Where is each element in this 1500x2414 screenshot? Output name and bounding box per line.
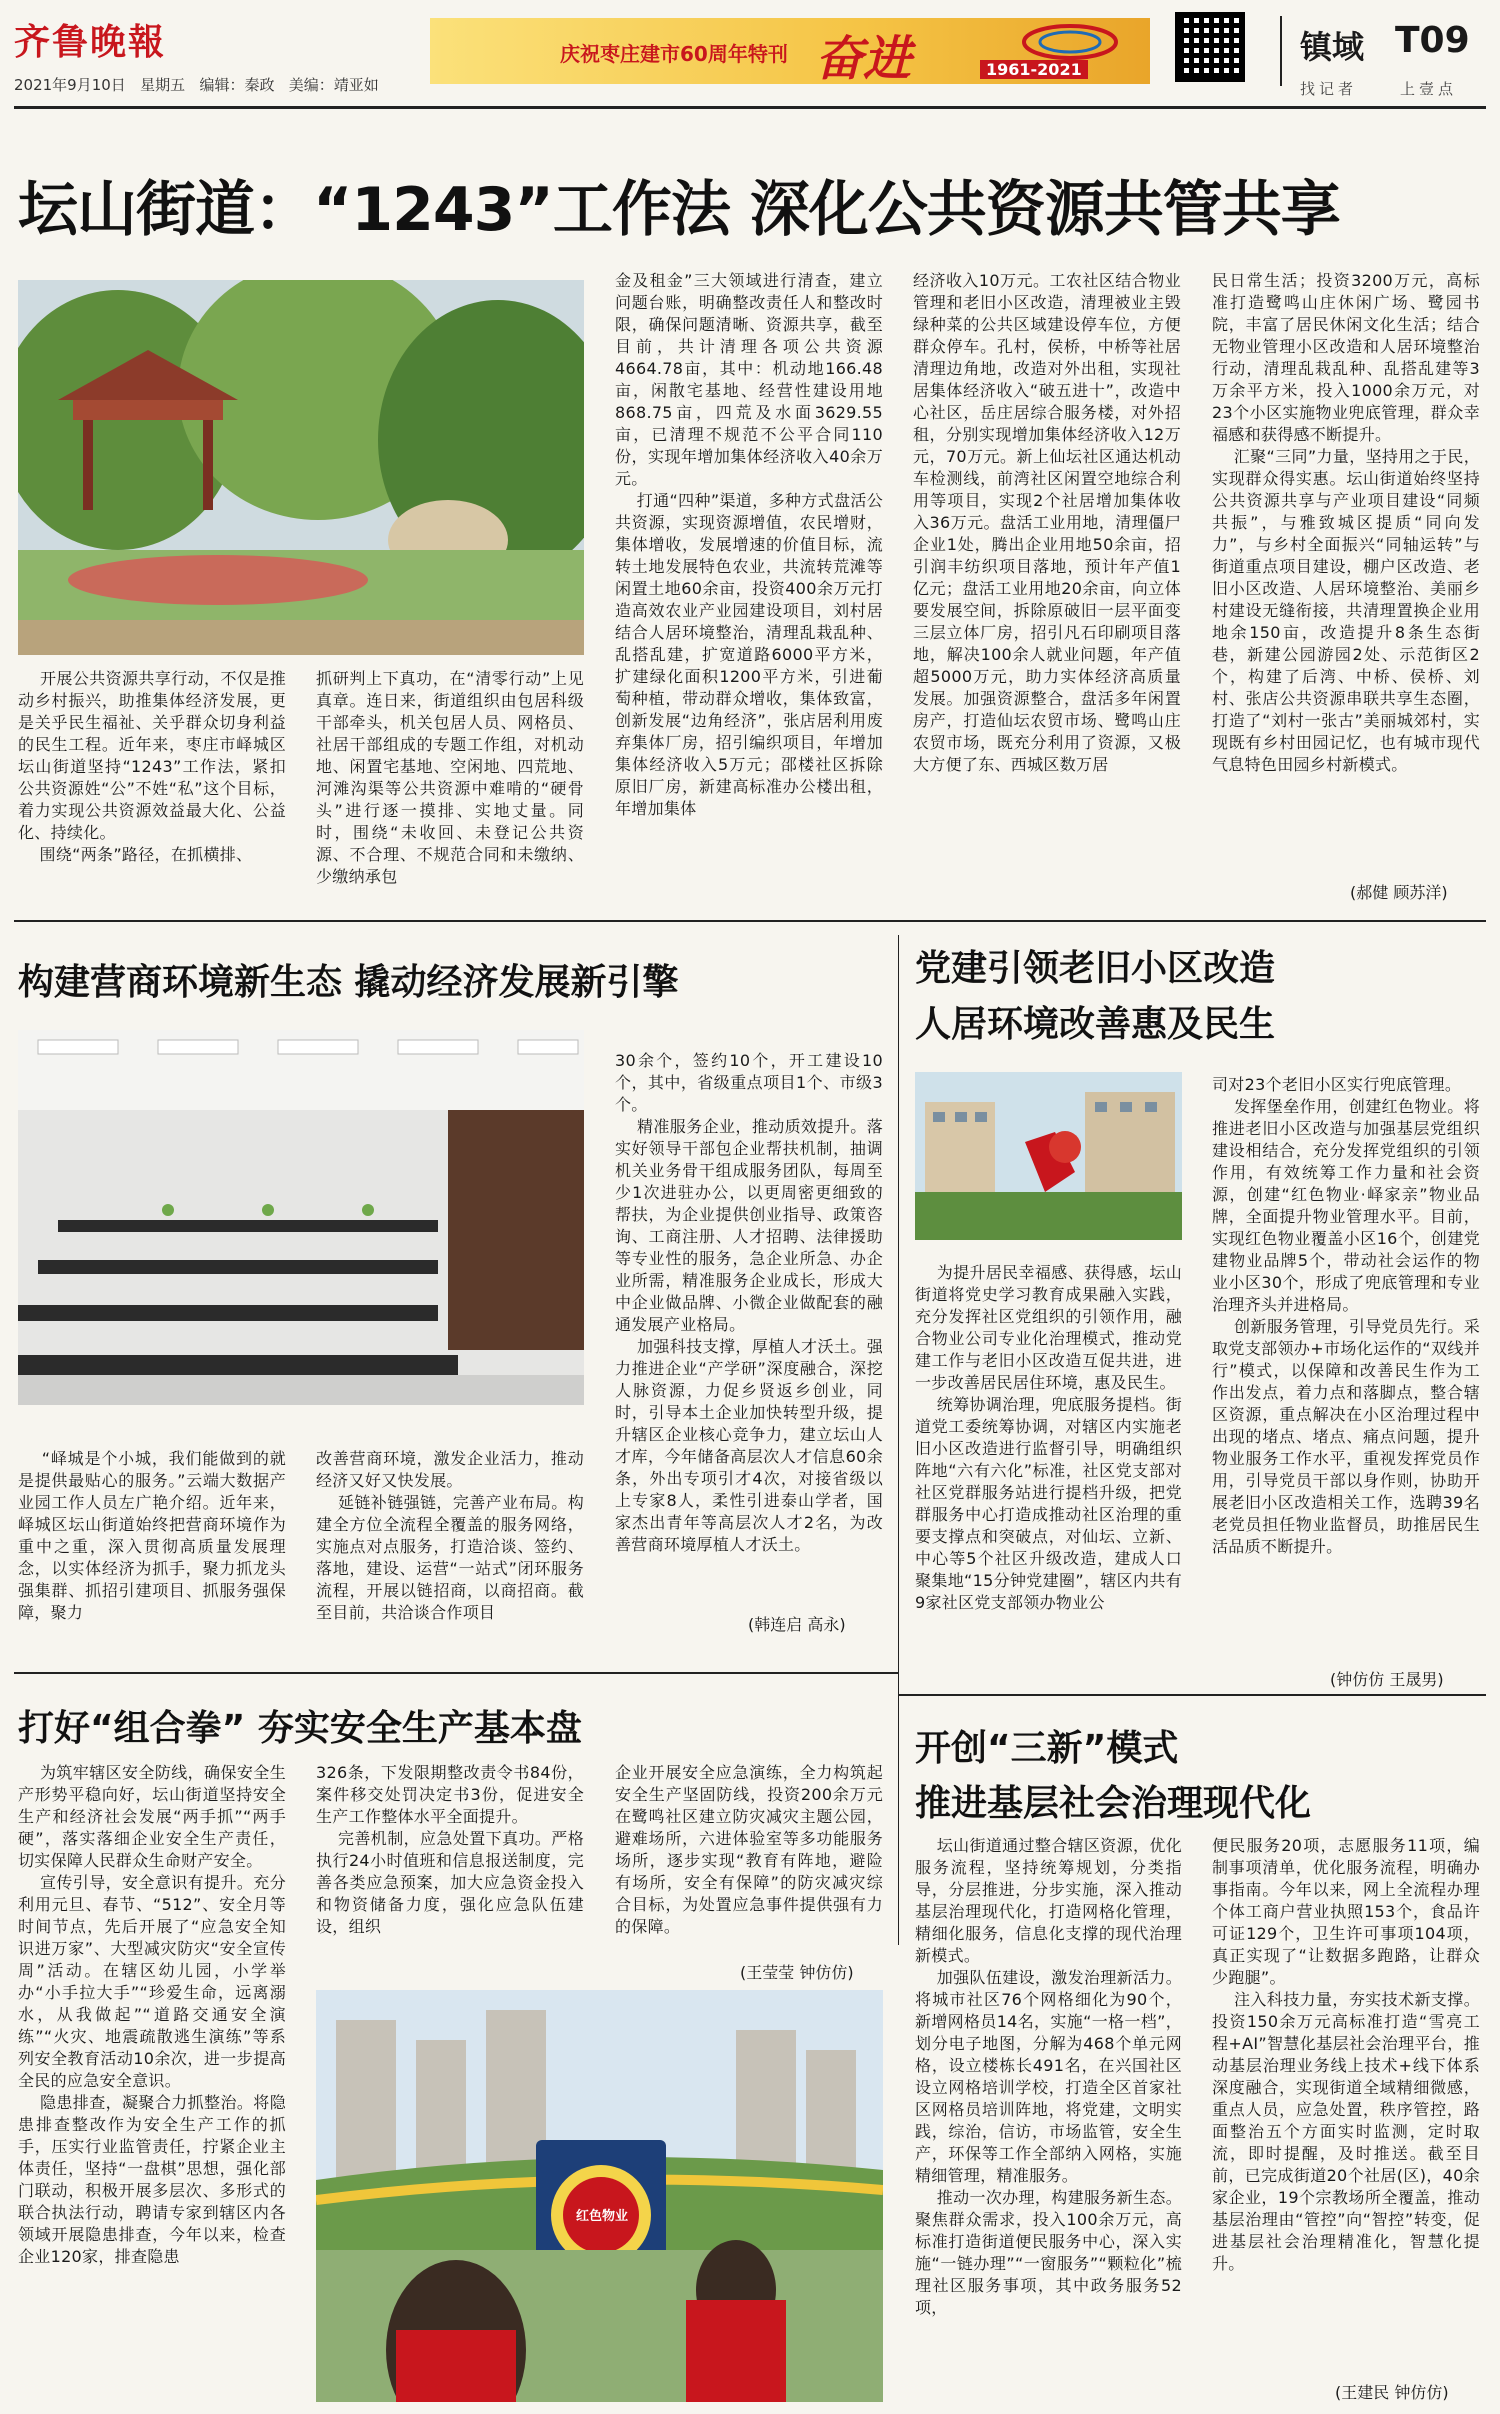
issue-date <box>14 74 379 95</box>
safety-col-1: 为筑牢辖区安全防线，确保安全生产形势平稳向好，坛山街道坚持安全生产和经济社会发展“两手抓”“两手硬”，落实落细企业安全生产责任，切实保障人民群众生命财产安全。 宣传引导，安全意识有提升。充分利用元旦、春节、“512”、安全月等时间节点，先后开展了“应急安全知识进万家”、大型减灾防灾“安全宣传周”活动。在辖区幼儿园，小学举办“小手拉大手”“珍爱生命，远离溺水，从我做起”“道路交通安全演练”“火灾、地震疏散逃生演练”等系列安全教育活动10余次，进一步提高全民的应急安全意识。 隐患排查，凝聚合力抓整治。将隐患排查整改作为安全生产工作的抓手，压实行业监管责任，拧紧企业主体责任，坚持“一盘棋”思想，强化部门联动，积极开展多层次、多形式的联合执法行动，聘请专家到辖区内各领域开展隐患排查，今年以来，检查企业120家，排查隐患 <box>18 1763 286 2266</box>
rule-business-bottom <box>14 1672 898 1674</box>
banner-slogan: 奋进 <box>815 31 912 87</box>
designer-text: 美编：靖亚如 <box>288 76 379 94</box>
business-col-3: 30余个，签约10个，开工建设10个，其中，省级重点项目1个、市级3个。 精准服务企业，推动质效提升。落实好领导干部包企业帮扶机制，抽调机关业务骨干组成服务团队，每周至少1次进驻办公，以更周密更细致的帮扶，为企业提供创业指导、政策咨询、工商注册、人才招聘、法律援助等专业性的服务，急企业所急、办企业所需，精准服务企业成长，形成大中企业做品牌、小微企业做配套的融通发展产业格局。 加强科技支撑，厚植人才沃土。强力推进企业“产学研”深度融合，深挖人脉资源，力促乡贤返乡创业，同时，引导本土企业加快转型升级，提升辖区企业核心竞争力，建立坛山人才库，今年储备高层次人才信息60余条，外出专项引才4次，对接省级以上专家8人，柔性引进泰山学者，国家杰出青年等高层次人才2名，为改善营商环境厚植人才沃土。 <box>615 1051 883 1554</box>
community-photo <box>915 1072 1182 1240</box>
party-headline-line1: 党建引领老旧小区改造 <box>915 948 1276 989</box>
main-col-3: 金及租金”三大领域进行清查，建立问题台账，明确整改责任人和整改时限，确保问题清晰、资源共享，截至目前，共计清理各项公共资源4664.78亩，其中：机动地166.48亩，闲散宅基地、经营性建设用地868.75亩，四荒及水面3629.55亩，已清理不规范不公平合同110份，实现年增加集体经济收入40余万元。 打通“四种”渠道，多种方式盘活公共资源，实现资源增值，农民增财，集体增收，发展增速的价值目标，流转土地发展特色农业，共流转荒滩等闲置土地60余亩，投资400余万元打造高效农业产业园建设项目，刘村居结合人居环境整治，清理乱栽乱种、乱搭乱建，扩宽道路6000平方米，扩建绿化面积1200平方米，引进葡萄种植，带动群众增收，集体致富，创新发展“边角经济”，张店居利用废弃集体厂房，招引编织项目，年增加集体经济收入5万元；邵楼社区拆除原旧厂房，新建高标准办公楼出租，年增加集体 <box>615 271 883 818</box>
business-credit: (韩连启 高永) <box>748 1615 846 1634</box>
governance-col-1: 坛山街道通过整合辖区资源，优化服务流程，坚持统筹规划，分类指导，分层推进，分步实施，深入推动基层治理现代化，打造网格化管理，精细化服务，信息化支撑的现代治理新模式。 加强队伍建设，激发治理新活力。将城市社区76个网格细化为90个，新增网格员14名，实施“一格一档”，划分电子地图，分解为468个单元网格，设立楼栋长491名，在兴国社区设立网格培训学校，打造全区首家社区网格员培训阵地，将党建，文明实践，综治，信访，市场监管，安全生产，环保等工作全部纳入网格，实施精细管理，精准服务。 推动一次办理，构建服务新生态。聚焦群众需求，投入100余万元，高标准打造街道便民服务中心，深入实施“一链办理”“一窗服务”“颗粒化”梳理社区服务事项，其中政务服务52项， <box>915 1836 1182 2317</box>
pavilion-park-photo <box>18 280 584 655</box>
reporter-label: 找记者 <box>1300 80 1358 98</box>
safety-credit: (王莹莹 钟仿仿) <box>740 1963 854 1982</box>
safety-headline: 打好“组合拳” 夯实安全生产基本盘 <box>18 1708 582 1749</box>
party-col-1: 为提升居民幸福感、获得感，坛山街道将党史学习教育成果融入实践，充分发挥社区党组织的引领作用，融合物业公司专业化治理模式，推动党建工作与老旧小区改造互促共进，进一步改善居民居住环境，惠及民生。 统筹协调治理，兜底服务提档。街道党工委统筹协调，对辖区内实施老旧小区改造进行监督引导，明确组织阵地“六有六化”标准，社区党支部对社区党群服务站进行提档升级，把党群服务中心打造成推动社区治理的重要支撑点和突破点，对仙坛、立新、中心等5个社区升级改造，建成人口聚集地“15分钟党建圈”，辖区内共有9家社区党支部领办物业公 <box>915 1263 1182 1612</box>
governance-credit: (王建民 钟仿仿) <box>1335 2383 1449 2402</box>
banner-text: 庆祝枣庄建市60周年特刊 <box>560 42 788 66</box>
safety-col-3: 企业开展安全应急演练，全力构筑起安全生产坚固防线，投资200余万元在鹭鸣社区建立防灾减灾主题公园，避难场所，六进体验室等多功能服务场所，逐步实现“教育有阵地，避险有场所，安全有保障”的防灾减灾综合目标，为处置应急事件提供强有力的保障。 <box>615 1763 883 1936</box>
rule-main-bottom <box>14 920 1486 922</box>
governance-headline-line2: 推进基层社会治理现代化 <box>915 1783 1312 1824</box>
main-col-2: 抓研判上下真功，在“清零行动”上见真章。连日来，街道组织由包居科级干部牵头，机关包居人员、网格员、社居干部组成的专题工作组，对机动地、闲置宅基地、空闲地、四荒地、河滩沟渠等公共资源中难啃的“硬骨头”进行逐一摸排、实地丈量。同时，围绕“未收回、未登记公共资源、不合理、不规范合同和未缴纳、少缴纳承包 <box>316 669 584 886</box>
business-col-2: 改善营商环境，激发企业活力，推动经济又好又快发展。 延链补链强链，完善产业布局。构建全方位全流程全覆盖的服务网络，实施点对点服务，打造洽谈、签约、落地，建设、运营“一站式”闭环服务流程，开展以链招商，以商招商。截至目前，共洽谈合作项目 <box>316 1449 584 1622</box>
anniversary-banner <box>430 18 1150 87</box>
rule-party-bottom <box>899 1694 1486 1696</box>
party-col-2: 司对23个老旧小区实行兜底管理。 发挥堡垒作用，创建红色物业。将推进老旧小区改造与加强基层党组织建设相结合，充分发挥党组织的引领作用，有效统筹工作力量和社会资源，创建“红色物业·峄家亲”物业品牌，全面提升物业管理水平。目前，实现红色物业覆盖小区16个，创建党建物业品牌5个，带动社会运作的物业小区30个，形成了兜底管理和专业治理齐头并进格局。 创新服务管理，引导党员先行。采取党支部领办+市场化运作的“双线并行”模式，以保障和改善民生作为工作出发点，着力点和落脚点，整合辖区资源，重点解决在小区治理过程中出现的堵点、堵点、痛点问题，提升物业服务工作水平，重视发挥党员作用，引导党员干部以身作则，协助开展老旧小区改造相关工作，选聘39名老党员担任物业监督员，助推居民生活品质不断提升。 <box>1212 1075 1480 1556</box>
qr-code-icon <box>1175 12 1245 82</box>
rule-vertical-mid <box>898 935 899 1945</box>
sign-text: 红色物业 <box>575 2209 628 2224</box>
party-headline-line2: 人居环境改善惠及民生 <box>915 1004 1276 1045</box>
main-col-5: 民日常生活；投资3200万元，高标准打造鹭鸣山庄休闲广场、鹭园书院，丰富了居民休闲文化生活；结合无物业管理小区改造和人居环境整治行动，清理乱栽乱种、乱搭乱建等3万余平方米，投入1000余万元，对23个小区实施物业兜底管理，群众幸福感和获得感不断提升。 汇聚“三同”力量，坚持用之于民，实现群众得实惠。坛山街道始终坚持公共资源共享与产业项目建设“同频共振”，与雅致城区提质“同向发力”，与乡村全面振兴“同轴运转”与街道重点项目建设，棚户区改造、老旧小区改造、人居环境整治、美丽乡村建设无缝衔接，共清理置换企业用地余150亩，改造提升8条生态街巷，新建公园游园2处、示范街区2个，构建了后湾、中桥、侯桥、刘村、张店公共资源串联共享生态圈，打造了“刘村一张古”美丽城郊村，实现既有乡村田园记忆，也有城市现代气息特色田园乡村新模式。 <box>1212 271 1480 774</box>
main-col-4: 经济收入10万元。工农社区结合物业管理和老旧小区改造，清理被业主毁绿种菜的公共区域建设停车位，方便群众停车。孔村，侯桥，中桥等社居清理边角地，改造对外出租，实现社居集体经济收入“破五进十”，改造中心社区，岳庄居综合服务楼，对外招租，分别实现增加集体经济收入12万元，70万元。新上仙坛社区通达机动车检测线，前湾社区闲置空地综合利用等项目，实现2个社居增加集体收入36万元。盘活工业用地，清理僵尸企业1处，腾出企业用地50余亩，招引润丰纺织项目落地，预计年产值1亿元；盘活工业用地20余亩，向立体要发展空间，拆除原破旧一层平面变三层立体厂房，招引凡石印刷项目落地，解决100余人就业问题，年产值超5000万元，助力实体经济高质量发展。加强资源整合，盘活多年闲置房产，打造仙坛农贸市场、鹭鸣山庄农贸市场，既充分利用了资源，又极大方便了东、西城区数万居 <box>913 271 1181 774</box>
masthead-divider <box>1280 16 1282 86</box>
weekday-text: 星期五 <box>140 76 186 94</box>
page-number: T09 <box>1395 20 1470 61</box>
editor-text: 编辑：秦政 <box>199 76 275 94</box>
main-col-1: 开展公共资源共享行动，不仅是推动乡村振兴，助推集体经济发展，更是关乎民生福祉、关乎群众切身利益的民生工程。近年来，枣庄市峄城区坛山街道坚持“1243”工作法，紧扣公共资源姓“公”不姓“私”这个目标，着力实现公共资源效益最大化、公益化、持续化。 围绕“两条”路径，在抓横排、 <box>18 669 286 864</box>
section-name: 镇域 <box>1300 28 1365 66</box>
party-credit: (钟仿仿 王晟男) <box>1330 1670 1444 1689</box>
office-photo <box>18 1030 584 1405</box>
main-credit: (郝健 顾苏洋) <box>1350 883 1448 902</box>
safety-col-2: 326条，下发限期整改责令书84份，案件移交处罚决定书3份，促进安全生产工作整体水平全面提升。 完善机制，应急处置下真功。严格执行24小时值班和信息报送制度，完善各类应急预案，加大应急资金投入和物资储备力度，强化应急队伍建设，组织 <box>316 1763 584 1936</box>
banner-years: 1961-2021 <box>980 60 1088 79</box>
masthead-rule <box>14 106 1486 109</box>
safety-park-photo <box>316 1990 883 2402</box>
business-headline: 构建营商环境新生态 撬动经济发展新引擎 <box>18 962 679 1003</box>
main-headline: 坛山街道：“1243”工作法 深化公共资源共管共享 <box>18 175 1340 245</box>
governance-headline-line1: 开创“三新”模式 <box>915 1728 1179 1769</box>
reporter-sub: 上壹点 <box>1400 80 1458 98</box>
governance-col-2: 便民服务20项，志愿服务11项，编制事项清单，优化服务流程，明确办事指南。今年以来，网上全流程办理个体工商户营业执照153个，食品许可证129个，卫生许可事项104项，真正实现了“让数据多跑路，让群众少跑腿”。 注入科技力量，夯实技术新支撑。投资150余万元高标准打造“雪亮工程+AI”智慧化基层社会治理平台，推动基层治理业务线上技术+线下体系深度融合，实现街道全域精细微感，重点人员，应急处置，秩序管控，路面整治五个方面实时监测，定时取流，即时提醒，及时推送。截至目前，已完成街道20个社居(区)，40余家企业，19个宗教场所全覆盖，推动基层治理由“管控”向“智控”转变，促进基层社会治理精准化，智慧化提升。 <box>1212 1836 1480 2273</box>
newspaper-logo: 齐鲁晚報 <box>14 21 167 63</box>
sixty-emblem-icon <box>1020 20 1120 60</box>
date-text: 2021年9月10日 <box>14 76 126 94</box>
business-col-1: “峄城是个小城，我们能做到的就是提供最贴心的服务。”云端大数据产业园工作人员左广艳介绍。近年来，峄城区坛山街道始终把营商环境作为重中之重，深入贯彻高质量发展理念，以实体经济为抓手，聚力抓龙头强集群、抓招引建项目、抓服务强保障，聚力 <box>18 1449 286 1622</box>
